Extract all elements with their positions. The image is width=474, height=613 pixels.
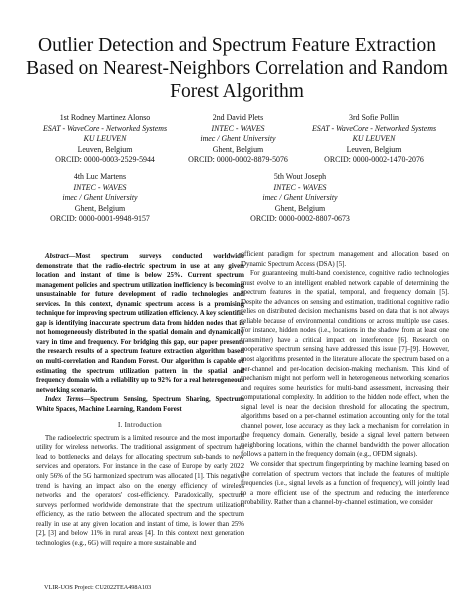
- author-block-4: [30, 172, 170, 225]
- left-column: [36, 252, 244, 548]
- author-name: 2nd David Plets: [212, 113, 264, 122]
- author-org: imec / Ghent University: [200, 134, 276, 144]
- author-affiliation: INTEC - WAVES: [273, 182, 327, 192]
- author-city: Leuven, Belgium: [346, 144, 402, 154]
- author-affiliation: INTEC - WAVES: [211, 123, 265, 133]
- intro-paragraph-continued: efficient paradigm for spectrum management and allocation based on Dynamic Spectrum Access (DSA) [5].: [241, 251, 449, 268]
- intro-paragraph-3: We consider that spectrum fingerprinting by machine learning based on the correlation of spectrum vectors that include the features of multiple frequencies (i.e., signal levels as a function of frequency), will jointly lead to a more efficient use of the spectrum and reducing the interference probability. Rather than a channel-by-channel estimation, we consider: [241, 461, 449, 507]
- intro-paragraph-2: For guaranteeing multi-band coexistence, cognitive radio technologies must evolve to an intelligent enabled network capable of determining the spectrum features in the spatial, temporal, and frequency domain [5]. Despite the advances on sensing and estimation, traditional cognitive radio relies on distributed decision mechanisms based on data that is not always reliable because of environmental conditions or across multiple use cases. For instance, hidden nodes (i.e., locations in the shadow from at least one transmitter) have a critical impact on interference [6]. Research on cooperative spectrum sensing have addressed this issue [7]–[9]. However, most algorithms presented in the literature allocate the spectrum based on a per-channel and per-location decision-making mechanism. This kind of mechanism might not perform well in heterogeneous networking scenarios and requires some heuristics for multi-band assessment, increasing their computational complexity. In addition to the hidden node effect, when the signal level is near the decision threshold for allocating the spectrum, algorithms based on a per-channel estimation accounting only for the total channel power, lose accuracy as they lack a mechanism for correlation in the frequency domain. Generally, beside a signal level pattern between neighboring locations, within the channel bandwidth the power allocation follows a pattern in the frequency domain (e.g., OFDM signals).: [241, 270, 449, 459]
- author-orcid: ORCID: 0000-0002-8807-0673: [250, 214, 350, 224]
- author-name: 3rd Sofie Pollin: [349, 113, 399, 122]
- section-heading: I. Introduction: [117, 422, 163, 430]
- author-block-1: [35, 113, 175, 166]
- author-org: KU LEUVEN: [83, 134, 127, 144]
- author-orcid: ORCID: 0000-0002-1470-2076: [324, 155, 424, 165]
- author-orcid: ORCID: 0000-0001-9948-9157: [50, 214, 150, 224]
- author-affiliation: INTEC - WAVES: [73, 182, 127, 192]
- author-city: Ghent, Belgium: [212, 144, 264, 154]
- author-city: Ghent, Belgium: [74, 203, 126, 213]
- author-block-3: [299, 113, 449, 166]
- author-affiliation: ESAT - WaveCore - Networked Systems: [311, 123, 437, 133]
- author-orcid: ORCID: 0000-0003-2529-5944: [55, 155, 155, 165]
- author-city: Leuven, Belgium: [77, 144, 133, 154]
- author-org: KU LEUVEN: [352, 134, 396, 144]
- author-name: 1st Rodney Martinez Alonso: [59, 113, 151, 122]
- abstract-lead: Abstract: [45, 253, 69, 260]
- author-block-5: [230, 172, 370, 225]
- abstract: [36, 252, 244, 395]
- author-name: 4th Luc Martens: [73, 172, 127, 181]
- author-name: 5th Wout Joseph: [273, 172, 327, 181]
- author-city: Ghent, Belgium: [274, 203, 326, 213]
- author-org: imec / Ghent University: [262, 193, 338, 203]
- intro-paragraph-1: The radioelectric spectrum is a limited resource and the most important utility for wireless networks. The traditional assignment of spectrum has lead to bottlenecks and delays for allocating spectrum sub-bands to new services and operators. For instance in the case of Europe by early 2022 only 56% of the 5G harmonized spectrum was allocated [1]. This negative trend is having an impact also on the energy efficiency of wireless networks and the operators' cost-efficiency. Paradoxically, spectrum surveys performed worldwide demonstrate that the spectrum utilization efficiency, as the ratio between the allocated spectrum and the spectrum really in use at any given location and instant of time, is lower than 25% [2], [3] and below 11% in rural areas [4]. In this context next generation technologies (e.g., 6G) will require a more sustainable and: [36, 434, 244, 547]
- index-terms-text: —Spectrum Sensing, Spectrum Sharing, Spectrum White Spaces, Machine Learning, Random Forest: [36, 396, 244, 413]
- author-block-2: [168, 113, 308, 166]
- funding-footnote: VLIR-UOS Project: CU2022TEA498A103: [44, 584, 152, 591]
- paper-title: Outlier Detection and Spectrum Feature Extraction Based on Nearest-Neighbors Correlation and Random Forest Algorithm: [26, 35, 448, 102]
- abstract-text: —Most spectrum surveys conducted worldwide demonstrate that the radio-electric spectrum in use at any given location and instant of time is below 25%. Current spectrum management policies and spectrum utilization inefficiency is becoming unsustainable for future development of radio technologies and services. In this context, dynamic spectrum access is a promising technique for improving spectrum utilization efficiency. A key scientific gap is identifying inaccurate spectrum data from hidden nodes that is not homogeneously distributed in the spatial domain and dynamically vary in time and frequency. For bridging this gap, our paper presents the research results of a spectrum feature extraction algorithm based on multi-correlation and Random Forest. Our algorithm is capable of estimating the spectrum utilization pattern in the spatial and frequency domain with a reliability up to 92% for a real heterogeneous networking scenario.: [36, 253, 244, 394]
- author-orcid: ORCID: 0000-0002-8879-5076: [188, 155, 288, 165]
- right-column: [241, 250, 449, 508]
- author-org: imec / Ghent University: [62, 193, 138, 203]
- index-terms-lead: Index Terms: [45, 396, 84, 404]
- author-affiliation: ESAT - WaveCore - Networked Systems: [42, 123, 168, 133]
- index-terms: [36, 395, 244, 414]
